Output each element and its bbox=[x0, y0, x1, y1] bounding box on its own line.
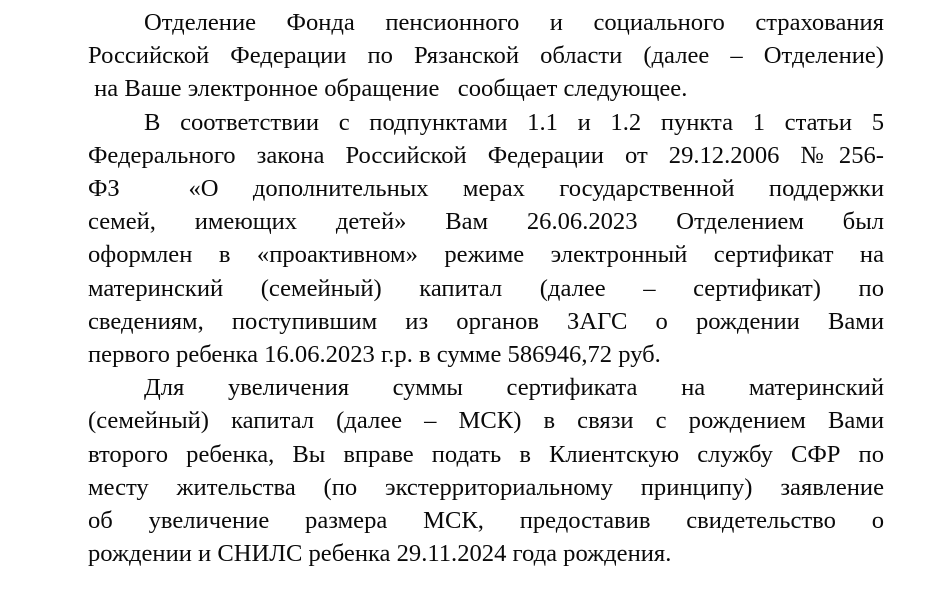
paragraph-certificate bbox=[88, 106, 884, 372]
text-line: Российской Федерации по Рязанской области (далее – Отделение) bbox=[88, 42, 884, 70]
paragraph-intro bbox=[88, 6, 884, 106]
text-line: первого ребенка 16.06.2023 г.р. в сумме 586946,72 руб. bbox=[88, 341, 661, 369]
text-line: (семейный) капитал (далее – МСК) в связи с рождением Вами bbox=[88, 407, 884, 435]
text-line: на Ваше электронное обращение сообщает следующее. bbox=[88, 75, 688, 103]
text-line: материнский (семейный) капитал (далее – сертификат) по bbox=[88, 274, 884, 302]
paragraph-second-child bbox=[88, 371, 884, 570]
text-line: В соответствии с подпунктами 1.1 и 1.2 пункта 1 статьи 5 bbox=[144, 108, 884, 136]
text-line: Отделение Фонда пенсионного и социального страхования bbox=[144, 9, 884, 36]
text-line: второго ребенка, Вы вправе подать в Клиентскую службу СФР по bbox=[88, 440, 884, 468]
text-line: месту жительства (по экстерриториальному принципу) заявление bbox=[88, 473, 884, 501]
text-line: Для увеличения суммы сертификата на материнский bbox=[144, 374, 884, 402]
text-line: Федерального закона Российской Федерации от 29.12.2006 №256- bbox=[88, 141, 884, 169]
text-line: оформлен в «проактивном» режиме электронный сертификат на bbox=[88, 241, 884, 269]
text-line: семей, имеющих детей» Вам 26.06.2023 Отделением был bbox=[88, 208, 884, 236]
text-line: сведениям, поступившим из органов ЗАГС о рождении Вами bbox=[88, 307, 884, 335]
text-line: об увеличение размера МСК, предоставив свидетельство о bbox=[88, 507, 884, 535]
letter-body bbox=[88, 6, 884, 570]
text-line: рождении и СНИЛС ребенка 29.11.2024 года рождения. bbox=[88, 540, 672, 568]
text-line: ФЗ «О дополнительных мерах государственной поддержки bbox=[88, 175, 884, 203]
